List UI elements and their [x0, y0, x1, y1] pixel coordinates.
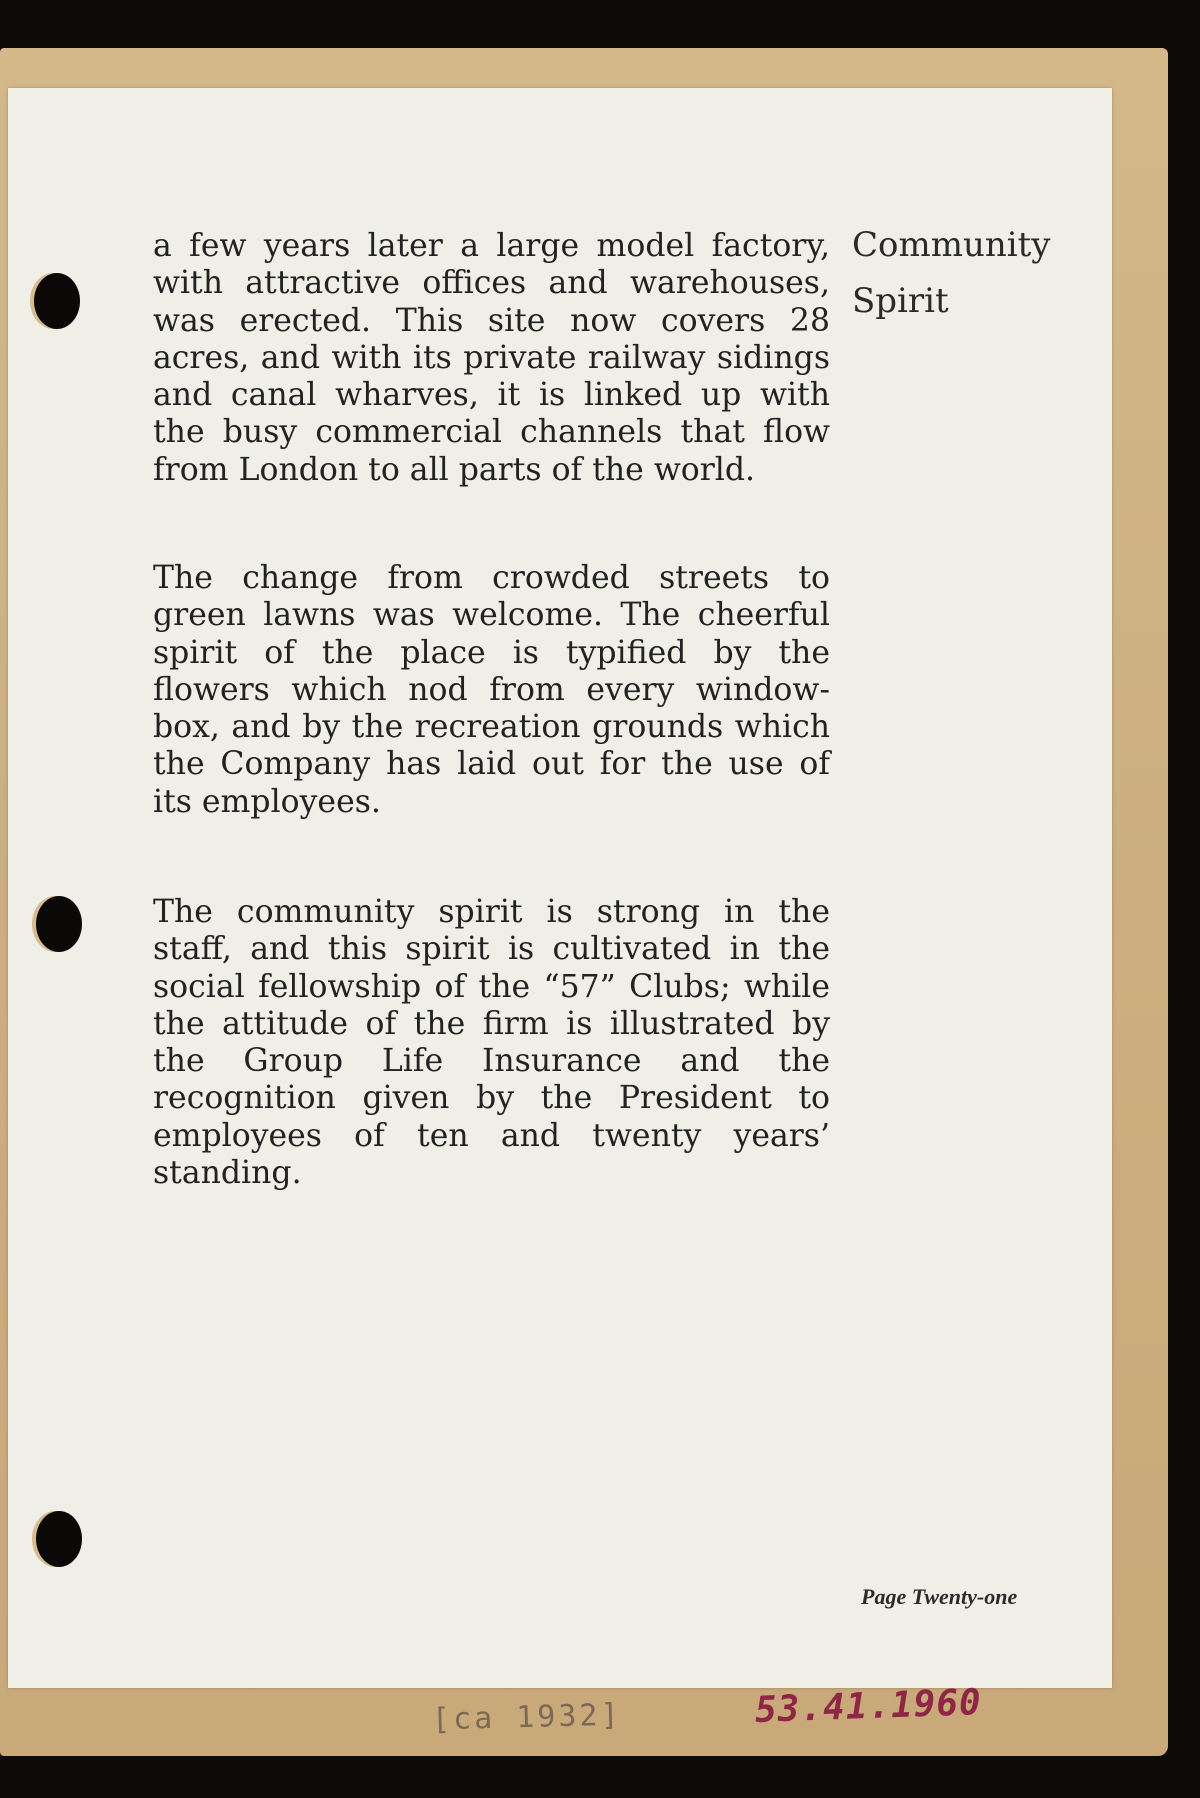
side-heading: [852, 217, 1051, 329]
body-column-2: [153, 560, 830, 821]
body-column-3: [153, 894, 830, 1192]
handwritten-date-note: [ca 1932]: [431, 1697, 622, 1738]
accession-number: 53.41.1960: [754, 1682, 983, 1731]
body-column: [153, 228, 830, 489]
side-heading-line-2: Spirit: [852, 281, 949, 321]
side-heading-line-1: Community: [852, 225, 1051, 265]
page-number: Page Twenty-one: [861, 1584, 1018, 1609]
punch-hole-bottom: [36, 1511, 82, 1567]
paragraph-1: a few years later a large model factory, with attractive offices and warehouses, was erected. This site now covers 28 acres, and with its private railway sidings and canal wharves, it is linked up with the busy commercial channels that flow from London to all parts of the world.: [153, 228, 830, 488]
punch-hole-top: [34, 273, 80, 329]
paragraph-3: The community spirit is strong in the staff, and this spirit is cultivated in the social fellowship of the “57” Clubs; while the attitude of the firm is illustrated by the Group Life Insurance and the recognition given by the President to employees of ten and twenty years’ standing.: [153, 894, 830, 1192]
punch-hole-middle: [36, 896, 82, 952]
paragraph-2: The change from crowded streets to green lawns was welcome. The cheerful spirit of the place is typified by the flowers which nod from every window-box, and by the recreation grounds which the Company has laid out for the use of its employees.: [153, 560, 830, 820]
